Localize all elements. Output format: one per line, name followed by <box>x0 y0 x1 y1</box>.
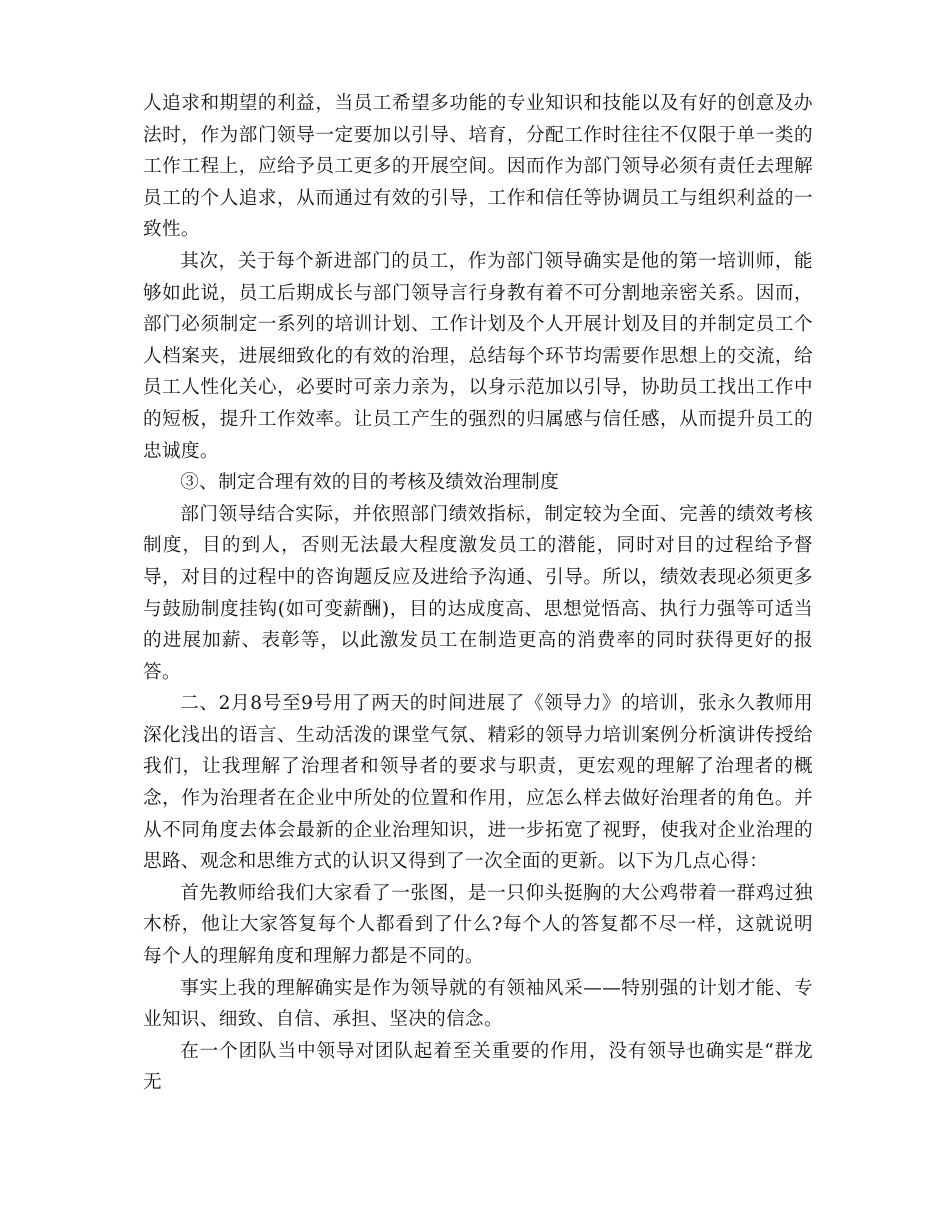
paragraph-5: 首先教师给我们大家看了一张图，是一只仰头挺胸的大公鸡带着一群鸡过独木桥，他让大家答复每个人都看到了什么?每个人的答复都不尽一样，这就说明每个人的理解角度和理解力都是不同的。 <box>143 882 813 968</box>
section-heading: ③、制定合理有效的目的考核及绩效治理制度 <box>180 472 560 494</box>
paragraph-2: 其次，关于每个新进部门的员工，作为部门领导确实是他的第一培训师，能够如此说，员工后期成长与部门领导言行身教有着不可分割地亲密关系。因而，部门必须制定一系列的培训计划、工作计划及个人开展计划及目的并制定员工个人档案夹，进展细致化的有效的治理，总结每个环节均需要作思想上的交流，给员工人性化关心，必要时可亲力亲为，以身示范加以引导，协助员工找出工作中的短板，提升工作效率。让员工产生的强烈的归属感与信任感，从而提升员工的忠诚度。 <box>143 250 813 462</box>
document-body <box>143 88 813 1099</box>
paragraph-7: 在一个团队当中领导对团队起着至关重要的作用，没有领导也确实是“群龙无 <box>143 1040 813 1094</box>
paragraph-1: 人追求和期望的利益，当员工希望多功能的专业知识和技能以及有好的创意及办法时，作为部门领导一定要加以引导、培育，分配工作时往往不仅限于单一类的工作工程上，应给予员工更多的开展空间。因而作为部门领导必须有责任去理解员工的个人追求，从而通过有效的引导，工作和信任等协调员工与组织利益的一致性。 <box>143 93 813 241</box>
paragraph-6: 事实上我的理解确实是作为领导就的有领袖风采——特别强的计划才能、专业知识、细致、自信、承担、坚决的信念。 <box>143 977 813 1031</box>
paragraph-4: 二、2月8号至9号用了两天的时间进展了《领导力》的培训，张永久教师用深化浅出的语言、生动活泼的课堂气氛、精彩的领导力培训案例分析演讲传授给我们，让我理解了治理者和领导者的要求与职责，更宏观的理解了治理者的概念，作为治理者在企业中所处的位置和作用，应怎么样去做好治理者的角色。并从不同角度去体会最新的企业治理知识，进一步拓宽了视野，使我对企业治理的思路、观念和思维方式的认识又得到了一次全面的更新。以下为几点心得： <box>143 693 813 873</box>
paragraph-3: 部门领导结合实际，并依照部门绩效指标，制定较为全面、完善的绩效考核制度，目的到人，否则无法最大程度激发员工的潜能，同时对目的过程给予督导，对目的过程中的咨询题反应及进给予沟通、引导。所以，绩效表现必须更多与鼓励制度挂钩(如可变薪酬)，目的达成度高、思想觉悟高、执行力强等可适当的进展加薪、表彰等，以此激发员工在制造更高的消费率的同时获得更好的报答。 <box>143 503 813 683</box>
